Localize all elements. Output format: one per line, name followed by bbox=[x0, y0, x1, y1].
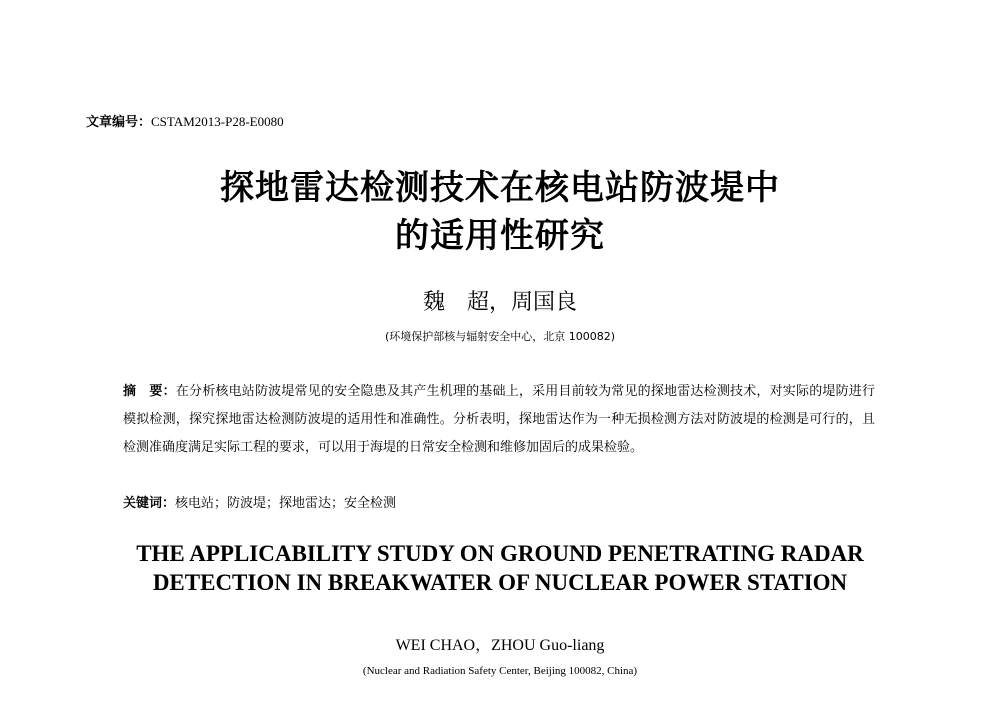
english-authors: WEI CHAO，ZHOU Guo-liang bbox=[395, 637, 605, 654]
chinese-authors: 魏 超，周国良 bbox=[422, 290, 577, 315]
abstract-text: 在分析核电站防波堤常见的安全隐患及其产生机理的基础上，采用目前较为常见的探地雷达检测技术，对实际的堤防进行模拟检测，探究探地雷达检测防波堤的适用性和准确性。分析表明，探地雷达作为一种无损检测方法对防波堤的检测是可行的，且检测准确度满足实际工程的要求，可以用于海堤的日常安全检测和维修加固后的成果检验。 bbox=[123, 384, 875, 455]
abstract bbox=[123, 378, 875, 462]
chinese-affiliation: (环境保护部核与辐射安全中心，北京 100082) bbox=[384, 330, 616, 343]
english-title-line-2: DETECTION IN BREAKWATER OF NUCLEAR POWER STATION bbox=[152, 570, 848, 595]
english-title-line-1: THE APPLICABILITY STUDY ON GROUND PENETRATING RADAR bbox=[136, 541, 864, 566]
chinese-title-line-1: 探地雷达检测技术在核电站防波堤中 bbox=[220, 168, 780, 208]
chinese-title-line-2: 的适用性研究 bbox=[395, 216, 605, 256]
article-number bbox=[86, 111, 284, 130]
keywords-label: 关键词： bbox=[123, 496, 176, 511]
article-number-label: 文章编号： bbox=[86, 115, 152, 130]
keywords bbox=[123, 490, 875, 518]
article-number-value: CSTAM2013-P28-E0080 bbox=[151, 114, 284, 129]
keywords-text: 核电站；防波堤；探地雷达；安全检测 bbox=[175, 496, 397, 511]
abstract-label: 摘 要： bbox=[123, 384, 176, 399]
english-affiliation: (Nuclear and Radiation Safety Center, Beijing 100082, China) bbox=[362, 665, 638, 677]
